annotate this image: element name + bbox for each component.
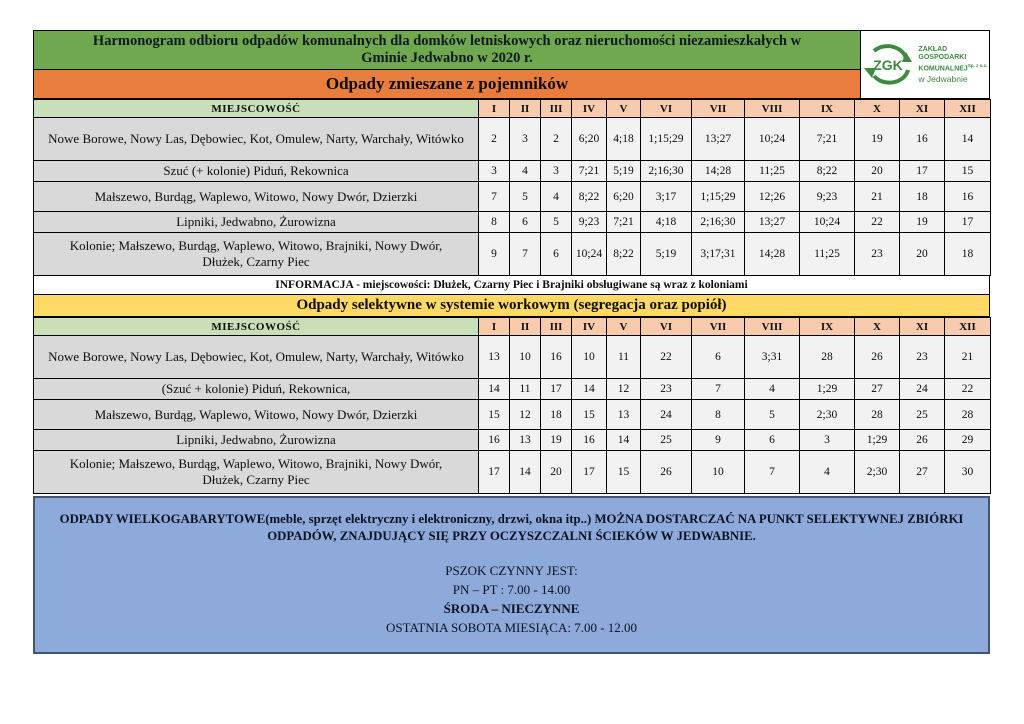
month-column-header: VI <box>641 318 692 336</box>
schedule-day-cell: 22 <box>641 336 692 379</box>
month-column-header: I <box>479 100 510 118</box>
schedule-day-cell: 12;26 <box>745 182 800 212</box>
schedule-day-cell: 24 <box>641 400 692 430</box>
place-cell: (Szuć + kolonie) Piduń, Rekownica, <box>34 379 479 400</box>
page-title: Harmonogram odbioru odpadów komunalnych dla domków letniskowych oraz nieruchomości niezamieszkałych w Gminie Jedwabno w 2020 r. <box>34 31 861 70</box>
schedule-day-cell: 10;24 <box>572 233 607 276</box>
selective-waste-table <box>33 317 991 494</box>
table-row <box>34 212 991 233</box>
zgk-logo <box>861 31 989 98</box>
month-column-header: III <box>541 318 572 336</box>
schedule-day-cell: 2;30 <box>800 400 855 430</box>
schedule-day-cell: 11 <box>607 336 641 379</box>
month-column-header: VII <box>692 100 745 118</box>
schedule-day-cell: 20 <box>900 233 945 276</box>
schedule-day-cell: 4;18 <box>607 118 641 161</box>
schedule-day-cell: 5 <box>541 212 572 233</box>
place-cell: Lipniki, Jedwabno, Żurowizna <box>34 212 479 233</box>
table-row <box>34 182 991 212</box>
schedule-day-cell: 6 <box>510 212 541 233</box>
schedule-day-cell: 6;20 <box>572 118 607 161</box>
mixed-waste-section-header: Odpady zmieszane z pojemników <box>34 70 861 98</box>
schedule-day-cell: 2;16;30 <box>692 212 745 233</box>
schedule-day-cell: 7;21 <box>607 212 641 233</box>
pszok-closed: ŚRODA – NIECZYNNE <box>443 601 580 616</box>
schedule-day-cell: 22 <box>945 379 991 400</box>
schedule-day-cell: 6;20 <box>607 182 641 212</box>
logo-org-line: w Jedwabnie <box>918 74 968 85</box>
schedule-day-cell: 20 <box>541 451 572 494</box>
table-row <box>34 336 991 379</box>
table-header-row <box>34 318 991 336</box>
schedule-day-cell: 8;22 <box>572 182 607 212</box>
schedule-day-cell: 4 <box>800 451 855 494</box>
schedule-day-cell: 11;25 <box>745 161 800 182</box>
place-cell: Szuć (+ kolonie) Piduń, Rekownica <box>34 161 479 182</box>
schedule-day-cell: 5 <box>510 182 541 212</box>
schedule-day-cell: 14;28 <box>745 233 800 276</box>
zgk-abbr: ZGK <box>873 56 904 73</box>
schedule-day-cell: 28 <box>855 400 900 430</box>
schedule-day-cell: 17 <box>900 161 945 182</box>
schedule-day-cell: 15 <box>607 451 641 494</box>
schedule-day-cell: 20 <box>855 161 900 182</box>
schedule-day-cell: 1;29 <box>855 430 900 451</box>
schedule-day-cell: 15 <box>945 161 991 182</box>
schedule-day-cell: 5;19 <box>607 161 641 182</box>
schedule-day-cell: 30 <box>945 451 991 494</box>
month-column-header: XI <box>900 318 945 336</box>
pszok-saturday: OSTATNIA SOBOTA MIESIĄCA: 7.00 - 12.00 <box>385 620 638 635</box>
schedule-day-cell: 21 <box>945 336 991 379</box>
schedule-day-cell: 3;31 <box>745 336 800 379</box>
schedule-day-cell: 23 <box>900 336 945 379</box>
schedule-day-cell: 11 <box>510 379 541 400</box>
schedule-day-cell: 6 <box>541 233 572 276</box>
schedule-day-cell: 26 <box>855 336 900 379</box>
schedule-day-cell: 18 <box>541 400 572 430</box>
schedule-day-cell: 3 <box>479 161 510 182</box>
schedule-day-cell: 16 <box>900 118 945 161</box>
schedule-day-cell: 3 <box>541 161 572 182</box>
place-cell: Małszewo, Burdąg, Waplewo, Witowo, Nowy Dwór, Dzierzki <box>34 400 479 430</box>
schedule-day-cell: 27 <box>855 379 900 400</box>
bulky-waste-notice: ODPADY WIELKOGABARYTOWE(meble, sprzęt elektryczny i elektroniczny, drzwi, okna itp..) MOŻNA DOSTARCZAĆ NA PUNKT SELEKTYWNEJ ZBIÓRKI ODPADÓW, ZNAJDUJĄCY SIĘ PRZY OCZYSZCZALNI ŚCIEKÓW W JEDWABNIE. <box>59 512 964 543</box>
month-column-header: I <box>479 318 510 336</box>
schedule-day-cell: 13 <box>607 400 641 430</box>
recycling-arrows-icon <box>862 40 914 90</box>
schedule-day-cell: 9;23 <box>572 212 607 233</box>
schedule-day-cell: 10 <box>572 336 607 379</box>
schedule-day-cell: 6 <box>745 430 800 451</box>
place-column-header: MIEJSCOWOŚĆ <box>34 100 479 118</box>
table-row <box>34 400 991 430</box>
schedule-day-cell: 11;25 <box>800 233 855 276</box>
logo-org-suffix: Sp. z o.o. <box>967 62 988 68</box>
schedule-day-cell: 23 <box>641 379 692 400</box>
schedule-day-cell: 1;15;29 <box>641 118 692 161</box>
month-column-header: IX <box>800 100 855 118</box>
schedule-day-cell: 27 <box>900 451 945 494</box>
schedule-day-cell: 2;30 <box>855 451 900 494</box>
schedule-day-cell: 8;22 <box>607 233 641 276</box>
schedule-day-cell: 6 <box>692 336 745 379</box>
place-cell: Nowe Borowe, Nowy Las, Dębowiec, Kot, Omulew, Narty, Warchały, Witówko <box>34 118 479 161</box>
schedule-day-cell: 24 <box>900 379 945 400</box>
month-column-header: VIII <box>745 318 800 336</box>
month-column-header: IV <box>572 318 607 336</box>
pszok-title: PSZOK CZYNNY JEST: <box>445 563 578 578</box>
schedule-day-cell: 10;24 <box>745 118 800 161</box>
logo-org-line: GOSPODARKI <box>918 53 967 61</box>
schedule-day-cell: 7;21 <box>800 118 855 161</box>
place-cell: Kolonie; Małszewo, Burdąg, Waplewo, Witowo, Brajniki, Nowy Dwór, Dłużek, Czarny Piec <box>34 233 479 276</box>
schedule-day-cell: 8 <box>692 400 745 430</box>
schedule-day-cell: 10 <box>692 451 745 494</box>
schedule-day-cell: 5;19 <box>641 233 692 276</box>
month-column-header: II <box>510 318 541 336</box>
schedule-day-cell: 1;29 <box>800 379 855 400</box>
month-column-header: V <box>607 318 641 336</box>
month-column-header: VIII <box>745 100 800 118</box>
schedule-day-cell: 12 <box>510 400 541 430</box>
schedule-day-cell: 14;28 <box>692 161 745 182</box>
place-cell: Kolonie; Małszewo, Burdąg, Waplewo, Witowo, Brajniki, Nowy Dwór, Dłużek, Czarny Piec <box>34 451 479 494</box>
schedule-day-cell: 8;22 <box>800 161 855 182</box>
schedule-day-cell: 2 <box>479 118 510 161</box>
selective-waste-section-header: Odpady selektywne w systemie workowym (segregacja oraz popiół) <box>33 295 990 317</box>
schedule-day-cell: 7 <box>692 379 745 400</box>
table-header-row <box>34 100 991 118</box>
schedule-day-cell: 15 <box>479 400 510 430</box>
schedule-day-cell: 5 <box>745 400 800 430</box>
month-column-header: VII <box>692 318 745 336</box>
schedule-day-cell: 2 <box>541 118 572 161</box>
schedule-day-cell: 7;21 <box>572 161 607 182</box>
schedule-day-cell: 29 <box>945 430 991 451</box>
place-cell: Nowe Borowe, Nowy Las, Dębowiec, Kot, Omulew, Narty, Warchały, Witówko <box>34 336 479 379</box>
schedule-day-cell: 25 <box>900 400 945 430</box>
month-column-header: X <box>855 100 900 118</box>
month-column-header: VI <box>641 100 692 118</box>
schedule-day-cell: 19 <box>900 212 945 233</box>
schedule-day-cell: 25 <box>641 430 692 451</box>
month-column-header: IV <box>572 100 607 118</box>
month-column-header: V <box>607 100 641 118</box>
schedule-day-cell: 3 <box>510 118 541 161</box>
schedule-day-cell: 4 <box>510 161 541 182</box>
schedule-day-cell: 7 <box>479 182 510 212</box>
month-column-header: IX <box>800 318 855 336</box>
schedule-day-cell: 3;17 <box>641 182 692 212</box>
schedule-day-cell: 10;24 <box>800 212 855 233</box>
table-row <box>34 161 991 182</box>
month-column-header: X <box>855 318 900 336</box>
month-column-header: XII <box>945 318 991 336</box>
table-row <box>34 451 991 494</box>
place-cell: Małszewo, Burdąg, Waplewo, Witowo, Nowy Dwór, Dzierzki <box>34 182 479 212</box>
schedule-day-cell: 14 <box>479 379 510 400</box>
schedule-day-cell: 7 <box>745 451 800 494</box>
mixed-waste-table <box>33 99 991 276</box>
info-note: INFORMACJA - miejscowości: Dłużek, Czarny Piec i Brajniki obsługiwane są wraz z koloniami <box>33 276 990 295</box>
schedule-day-cell: 1;15;29 <box>692 182 745 212</box>
logo-org-line: $KOMUNALNEJ^{Sp. z o.o.}$ <box>918 62 988 73</box>
schedule-day-cell: 14 <box>607 430 641 451</box>
schedule-day-cell: 14 <box>572 379 607 400</box>
schedule-day-cell: 4 <box>541 182 572 212</box>
month-column-header: II <box>510 100 541 118</box>
schedule-day-cell: 19 <box>855 118 900 161</box>
schedule-day-cell: 12 <box>607 379 641 400</box>
schedule-day-cell: 7 <box>510 233 541 276</box>
schedule-day-cell: 26 <box>641 451 692 494</box>
schedule-day-cell: 13;27 <box>692 118 745 161</box>
schedule-day-cell: 22 <box>855 212 900 233</box>
month-column-header: III <box>541 100 572 118</box>
pszok-hours: PN – PT : 7.00 - 14.00 <box>452 582 571 597</box>
schedule-day-cell: 8 <box>479 212 510 233</box>
table-row <box>34 233 991 276</box>
schedule-day-cell: 23 <box>855 233 900 276</box>
schedule-day-cell: 14 <box>510 451 541 494</box>
table-row <box>34 118 991 161</box>
header-banner <box>33 30 990 99</box>
table-row <box>34 379 991 400</box>
schedule-day-cell: 19 <box>541 430 572 451</box>
month-column-header: XI <box>900 100 945 118</box>
footer-notice <box>33 496 990 654</box>
schedule-day-cell: 28 <box>800 336 855 379</box>
schedule-day-cell: 16 <box>572 430 607 451</box>
schedule-day-cell: 16 <box>541 336 572 379</box>
schedule-day-cell: 17 <box>945 212 991 233</box>
table-row <box>34 430 991 451</box>
schedule-day-cell: 14 <box>945 118 991 161</box>
schedule-day-cell: 13 <box>479 336 510 379</box>
logo-text <box>918 46 987 83</box>
schedule-day-cell: 9 <box>479 233 510 276</box>
schedule-day-cell: 26 <box>900 430 945 451</box>
place-column-header: MIEJSCOWOŚĆ <box>34 318 479 336</box>
schedule-day-cell: 28 <box>945 400 991 430</box>
logo-org-line: ZAKŁAD <box>918 45 948 53</box>
schedule-day-cell: 15 <box>572 400 607 430</box>
schedule-day-cell: 9 <box>692 430 745 451</box>
schedule-day-cell: 17 <box>479 451 510 494</box>
schedule-day-cell: 4;18 <box>641 212 692 233</box>
schedule-day-cell: 13 <box>510 430 541 451</box>
schedule-day-cell: 3 <box>800 430 855 451</box>
schedule-day-cell: 10 <box>510 336 541 379</box>
schedule-day-cell: 18 <box>945 233 991 276</box>
schedule-day-cell: 4 <box>745 379 800 400</box>
schedule-day-cell: 3;17;31 <box>692 233 745 276</box>
place-cell: Lipniki, Jedwabno, Żurowizna <box>34 430 479 451</box>
schedule-day-cell: 2;16;30 <box>641 161 692 182</box>
document-sheet <box>33 30 990 654</box>
schedule-day-cell: 21 <box>855 182 900 212</box>
month-column-header: XII <box>945 100 991 118</box>
schedule-day-cell: 17 <box>541 379 572 400</box>
schedule-day-cell: 18 <box>900 182 945 212</box>
schedule-day-cell: 17 <box>572 451 607 494</box>
schedule-day-cell: 16 <box>945 182 991 212</box>
schedule-day-cell: 13;27 <box>745 212 800 233</box>
schedule-day-cell: 16 <box>479 430 510 451</box>
schedule-day-cell: 9;23 <box>800 182 855 212</box>
